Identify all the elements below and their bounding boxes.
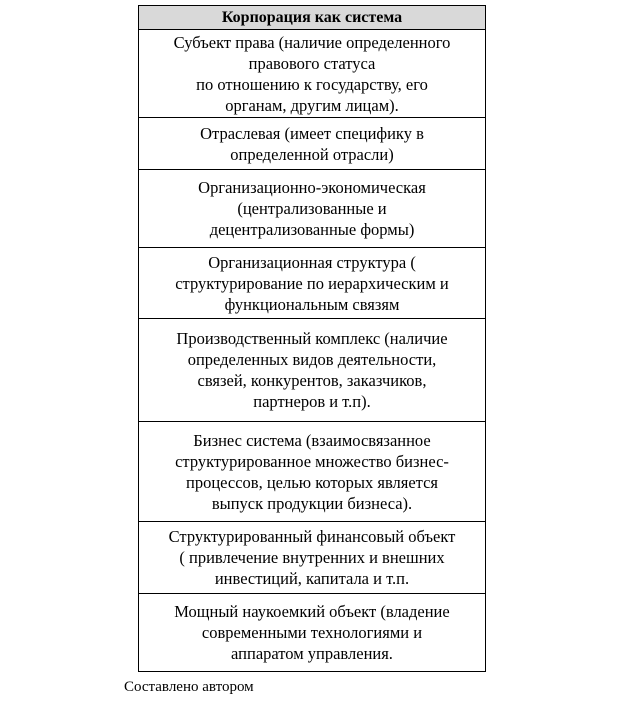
row-line: структурирование по иерархическим и — [175, 273, 449, 293]
row-line: органам, другим лицам). — [225, 95, 399, 115]
table-row — [139, 170, 485, 248]
row-line: ( привлечение внутренних и внешних — [179, 548, 445, 567]
row-line: процессов, целью которых является — [186, 472, 438, 492]
row-line: партнеров и т.п). — [253, 392, 371, 411]
row-line: правового статуса — [248, 53, 376, 73]
row-line: современными технологиями и — [201, 623, 423, 642]
row-line: выпуск продукции бизнеса). — [211, 493, 413, 513]
corporation-system-table — [138, 5, 486, 672]
row-line: децентрализованные формы) — [209, 220, 415, 239]
row-line: Бизнес система (взаимосвязанное — [193, 430, 431, 450]
row-line: определенной отрасли) — [230, 144, 394, 164]
row-line: Структурированный финансовый объект — [168, 527, 456, 546]
row-line: Отраслевая (имеет специфику в — [200, 123, 424, 143]
row-line: Организационно-экономическая — [198, 178, 426, 197]
row-line: определенных видов деятельности, — [187, 350, 437, 369]
table-row — [139, 422, 485, 522]
table-row — [139, 319, 485, 422]
table-row — [139, 248, 485, 319]
row-line: аппаратом управления. — [231, 644, 393, 663]
source-note: Составлено автором — [124, 679, 254, 695]
table-row — [139, 522, 485, 594]
row-line: (централизованные и — [237, 199, 387, 218]
row-line: Мощный наукоемкий объект (владение — [174, 602, 450, 621]
row-line: инвестиций, капитала и т.п. — [214, 569, 410, 588]
table-row — [139, 594, 485, 671]
table-row — [139, 118, 485, 170]
row-line: структурированное множество бизнес- — [175, 451, 449, 471]
row-line: Субъект права (наличие определенного — [173, 32, 451, 52]
row-line: Организационная структура ( — [208, 252, 416, 272]
row-line: Производственный комплекс (наличие — [176, 329, 448, 348]
row-line: функциональным связям — [224, 294, 400, 314]
row-line: связей, конкурентов, заказчиков, — [197, 371, 427, 390]
row-line: по отношению к государству, его — [196, 74, 428, 94]
table-row — [139, 30, 485, 118]
table-header: Корпорация как система — [139, 6, 485, 30]
